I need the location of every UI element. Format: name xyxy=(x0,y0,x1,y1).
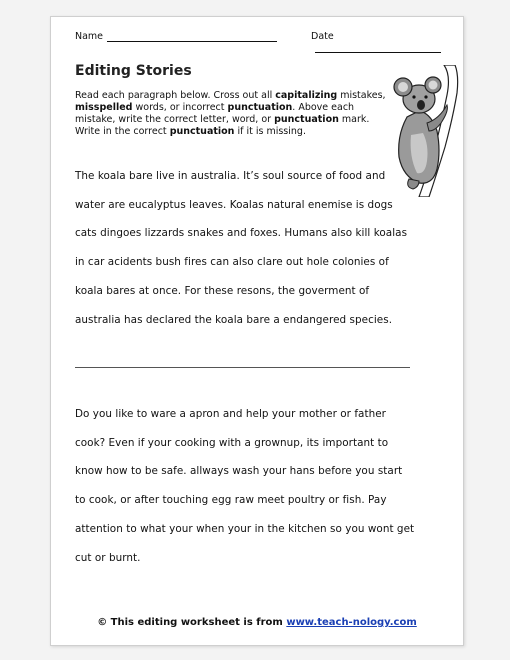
instructions-bold: misspelled xyxy=(75,102,133,113)
footer-link[interactable]: www.teach-nology.com xyxy=(286,617,417,628)
instructions xyxy=(75,90,391,138)
section-divider xyxy=(75,367,410,368)
instructions-bold: punctuation xyxy=(274,114,339,125)
name-field xyxy=(75,31,277,42)
instructions-bold: punctuation xyxy=(169,126,235,137)
instructions-bold: capitalizing xyxy=(275,90,338,101)
instructions-text: Read each paragraph below. Cross out all xyxy=(75,90,276,101)
instructions-text: mark. Write in the correct xyxy=(75,114,370,137)
story-paragraph-cooking: Do you like to ware a apron and help your mother or father cook? Even if your cooking with a grownup, its important to know how to be safe. allways wash your hans before you start to cook, or after touching egg raw meet poultry or fish. Pay attention to what your when your in the kitchen so you wont get cut or burnt. xyxy=(75,408,415,564)
date-label: Date xyxy=(311,31,334,42)
instructions-bold: punctuation xyxy=(227,102,293,113)
worksheet-page xyxy=(50,16,464,646)
instructions-text: mistakes, xyxy=(337,90,386,101)
page-title: Editing Stories xyxy=(75,63,192,79)
instructions-text: . Above each mistake, write the correct letter, word, or xyxy=(75,102,355,125)
instructions-text: words, or incorrect xyxy=(132,102,228,113)
footer-credit xyxy=(51,617,463,628)
name-blank-line xyxy=(107,32,277,42)
story-paragraph-koala: The koala bare live in australia. It’s soul source of food and water are eucalyptus leaves. Koalas natural enemise is dogs cats dingoes lizzards snakes and foxes. Humans also kill koalas in car acidents bush fires can also clare out hole colonies of koala bares at once. For these resons, the goverment of australia has declared the koala bare a endangered species. xyxy=(75,170,408,326)
name-label: Name xyxy=(75,31,104,42)
footer-text: © This editing worksheet is from xyxy=(97,617,287,628)
date-field xyxy=(311,31,445,53)
instructions-text: if it is missing. xyxy=(234,126,306,137)
date-blank-line xyxy=(315,43,441,53)
